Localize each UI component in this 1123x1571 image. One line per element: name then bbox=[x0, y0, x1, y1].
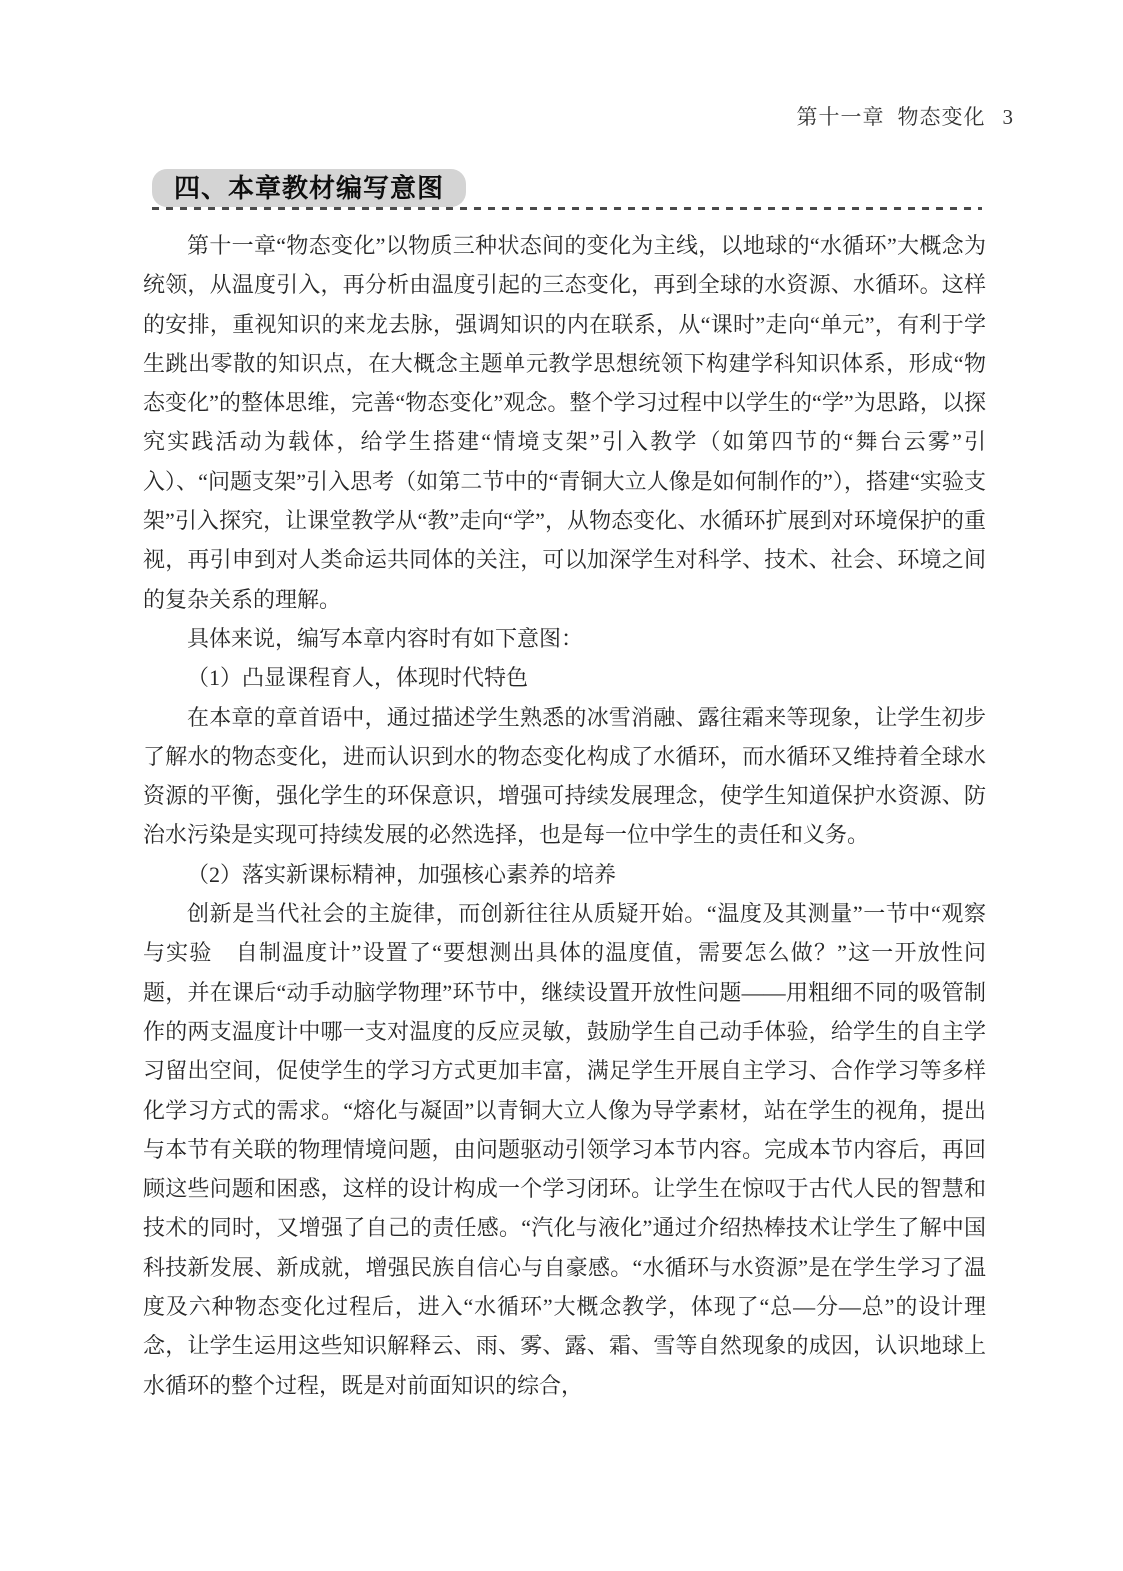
section-heading bbox=[152, 169, 985, 207]
paragraph-lead-in: 具体来说，编写本章内容时有如下意图： bbox=[187, 625, 584, 651]
paragraph-item-1-body: 在本章的章首语中，通过描述学生熟悉的冰雪消融、露往霜来等现象，让学生初步了解水的物态变化，进而认识到水的物态变化构成了水循环，而水循环又维持着全球水资源的平衡，强化学生的环保意识，增强可持续发展理念，使学生知道保护水资源、防治水污染是实现可持续发展的必然选择，也是每一位中学生的责任和义务。 bbox=[143, 704, 986, 848]
paragraph-intro: 第十一章“物态变化”以物质三种状态间的变化为主线，以地球的“水循环”大概念为统领，从温度引入，再分析由温度引起的三态变化，再到全球的水资源、水循环。这样的安排，重视知识的来龙去脉，强调知识的内在联系，从“课时”走向“单元”，有利于学生跳出零散的知识点，在大概念主题单元教学思想统领下构建学科知识体系，形成“物态变化”的整体思维，完善“物态变化”观念。整个学习过程中以学生的“学”为思路，以探究实践活动为载体，给学生搭建“情境支架”引入教学（如第四节的“舞台云雾”引入）、“问题支架”引入思考（如第二节中的“青铜大立人像是如何制作的”），搭建“实验支架”引入探究，让课堂教学从“教”走向“学”，从物态变化、水循环扩展到对环境保护的重视，再引申到对人类命运共同体的关注，可以加深学生对科学、技术、社会、环境之间的复杂关系的理解。 bbox=[143, 233, 986, 612]
subheading-item-2: （2）落实新课标精神，加强核心素养的培养 bbox=[187, 861, 617, 887]
section-heading-box bbox=[152, 169, 466, 207]
paragraph-item-2-body: 创新是当代社会的主旋律，而创新往往从质疑开始。“温度及其测量”一节中“观察与实验 自制温度计”设置了“要想测出具体的温度值，需要怎么做？”这一开放性问题，并在课后“动手动脑学物理”环节中，继续设置开放性问题——用粗细不同的吸管制作的两支温度计中哪一支对温度的反应灵敏，鼓励学生自己动手体验，给学生的自主学习留出空间，促使学生的学习方式更加丰富，满足学生开展自主学习、合作学习等多样化学习方式的需求。“熔化与凝固”以青铜大立人像为导学素材，站在学生的视角，提出与本节有关联的物理情境问题，由问题驱动引领学习本节内容。完成本节内容后，再回顾这些问题和困惑，这样的设计构成一个学习闭环。让学生在惊叹于古代人民的智慧和技术的同时，又增强了自己的责任感。“汽化与液化”通过介绍热棒技术让学生了解中国科技新发展、新成就，增强民族自信心与自豪感。“水循环与水资源”是在学生学习了温度及六种物态变化过程后，进入“水循环”大概念教学，体现了“总—分—总”的设计理念，让学生运用这些知识解释云、雨、雾、露、霜、雪等自然现象的成因，认识地球上水循环的整个过程，既是对前面知识的综合， bbox=[143, 901, 986, 1398]
running-head bbox=[797, 101, 1014, 131]
dashed-rule bbox=[152, 207, 982, 210]
subheading-item-1: （1）凸显课程育人，体现时代特色 bbox=[187, 665, 529, 691]
page-number: 3 bbox=[1002, 105, 1013, 129]
running-head-chapter: 第十一章 bbox=[796, 105, 885, 129]
section-title: 四、本章教材编写意图 bbox=[174, 173, 445, 203]
page-body bbox=[143, 226, 986, 1405]
running-head-title: 物态变化 bbox=[897, 105, 986, 129]
